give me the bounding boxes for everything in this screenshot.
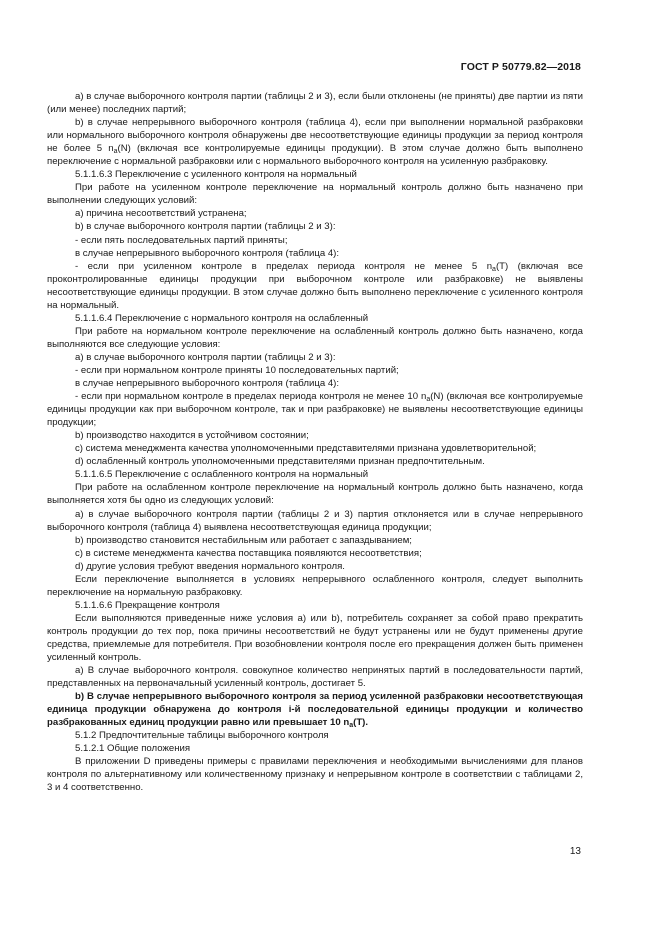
paragraph: - если при нормальном контроле приняты 10 последовательных партий;: [75, 364, 399, 376]
paragraph: b) производство находится в устойчивом состоянии;: [75, 430, 309, 442]
paragraph: - если при нормальном контроле в пределах периода контроля не менее 10 $n_a(N)$ (включая все контролируемые единицы продукции как при выборочном контроле, так и при разбраковке) не выявлены несоответствующие единицы продукции;: [47, 391, 583, 429]
paragraph: а) в случае выборочного контроля партии (таблицы 2 и 3), если были отклонены (не приняты) две партии из пяти (или менее) последних партий;: [47, 91, 583, 116]
paragraph: - если при усиленном контроле в пределах периода контроля не менее 5 $n_a(T)$ (включая все проконтролированные единицы продукции при выборочном контроле или разбраковке) не выявлены несоответствующие единицы продукции. В этом случае должно быть выполнено переключение с усиленного контроля на нормальный.: [47, 260, 583, 311]
document-body: [47, 90, 583, 795]
page-number: 13: [569, 846, 581, 857]
paragraph: Если переключение выполняется в условиях непрерывного ослабленного контроля, следует выполнить переключение на нормальную разбраковку.: [47, 573, 583, 598]
paragraph: а) в случае выборочного контроля партии (таблицы 2 и 3) партия отклоняется или в случае непрерывного выборочного контроля (таблица 4) выявлена несоответствующая единица продукции;: [47, 508, 583, 533]
paragraph: Если выполняются приведенные ниже условия а) или b), потребитель сохраняет за собой право прекратить контроль продукции до тех пор, пока причины несоответствий не будут устранены или не будут применены другие средства, приемлемые для потребителя. При возобновлении контроля после его прекращения должен быть применен усиленный контроль.: [47, 612, 583, 664]
paragraph: в случае непрерывного выборочного контроля (таблица 4):: [75, 247, 340, 259]
paragraph: - если пять последовательных партий приняты;: [75, 234, 288, 246]
paragraph: 5.1.1.6.5 Переключение с ослабленного контроля на нормальный: [75, 469, 369, 481]
paragraph: а) причина несоответствий устранена;: [75, 208, 247, 220]
paragraph: d) другие условия требуют введения нормального контроля.: [75, 560, 345, 572]
paragraph: 5.1.1.6.6 Прекращение контроля: [75, 599, 220, 611]
paragraph: В приложении D приведены примеры с правилами переключения и необходимыми вычислениями для планов контроля по альтернативному или количественному признаку и непрерывном контроле в соответствии с таблицами 2, 3 и 4 соответственно.: [47, 756, 583, 794]
paragraph: 5.1.1.6.4 Переключение с нормального контроля на ослабленный: [75, 312, 369, 324]
paragraph: а) в случае выборочного контроля партии (таблицы 2 и 3):: [75, 351, 336, 363]
paragraph: c) система менеджмента качества уполномоченными представителями признана удовлетворительной;: [75, 443, 537, 455]
paragraph: c) в системе менеджмента качества поставщика появляются несоответствия;: [75, 547, 422, 559]
standard-header: ГОСТ Р 50779.82—2018: [460, 61, 581, 73]
paragraph: b) В случае непрерывного выборочного контроля за период усиленной разбраковки несоответствующая единица продукции обнаружена до контроля i-й последовательной единицы продукции и количество разбракованных единиц продукции равно или превышает 10 $n_a(T)$.: [47, 691, 583, 730]
paragraph: b) производство становится нестабильным или работает с запаздыванием;: [75, 534, 412, 546]
paragraph: 5.1.2 Предпочтительные таблицы выборочного контроля: [75, 730, 329, 742]
paragraph: При работе на ослабленном контроле переключение на нормальный контроль должно быть назначено, когда выполняется хотя бы одно из следующих условий:: [47, 482, 583, 507]
paragraph: а) В случае выборочного контроля. совокупное количество непринятых партий в последовательности партий, представленных на первоначальный усиленный контроль, достигает 5.: [47, 665, 583, 690]
paragraph: b) в случае выборочного контроля партии (таблицы 2 и 3):: [75, 221, 336, 233]
paragraph: 5.1.1.6.3 Переключение с усиленного контроля на нормальный: [75, 169, 357, 181]
paragraph: d) ослабленный контроль уполномоченными представителями признан предпочтительным.: [75, 456, 485, 468]
paragraph: 5.1.2.1 Общие положения: [75, 743, 191, 755]
paragraph: При работе на нормальном контроле переключение на ослабленный контроль должно быть назначено, когда выполняются все следующие условия:: [47, 325, 583, 350]
paragraph: в случае непрерывного выборочного контроля (таблица 4):: [75, 378, 340, 390]
paragraph: При работе на усиленном контроле переключение на нормальный контроль должно быть назначено при выполнении следующих условий:: [47, 182, 583, 207]
paragraph: b) в случае непрерывного выборочного контроля (таблица 4), если при выполнении нормальной разбраковки или нормального выборочного контроля обнаружены две несоответствующие единицы продукции за период контроля не более 5 $n_a(N)$ (включая все контролируемые единицы продукции). В этом случае должно быть выполнено переключение с нормальной разбраковки или с нормального выборочного контроля на усиленную разбраковку.: [47, 117, 583, 168]
